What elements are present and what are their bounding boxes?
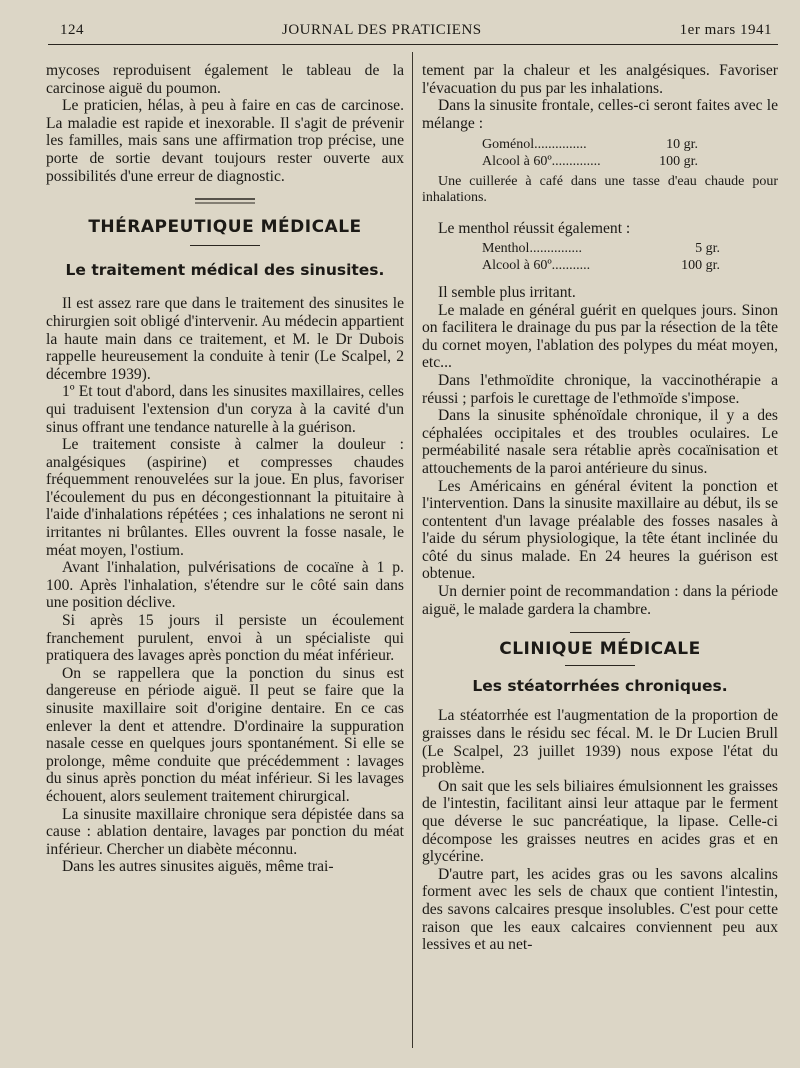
paragraph: Il est assez rare que dans le traitement des sinusites le chirurgien soit obligé d'intervenir. Au médecin appartient la haute main dans ce traitement, et M. le Dr Dubois rappelle heureusement la conduite à tenir (Le Scalpel, 2 décembre 1939).: [46, 295, 404, 383]
paragraph: D'autre part, les acides gras ou les savons alcalins forment avec les sels de chaux que contient l'intestin, des savons calcaires presque insolubles. C'est pour cette raison que les eaux calcaires conviennent peu aux lessives et au net-: [422, 865, 778, 954]
leader-dots: ...............: [529, 240, 582, 256]
paragraph: tement par la chaleur et les analgésiques. Favoriser l'évacuation du pus par les inhalations.: [422, 62, 778, 97]
recipe-line: [482, 257, 720, 274]
paragraph: Le traitement consiste à calmer la douleur : analgésiques (aspirine) et compresses chaudes fréquemment renouvelées sur la joue. En plus, favoriser l'écoulement du pus en décongestionnant la pituitaire à l'aide d'inhalations répétées ; ces inhalations ne seront ni irritantes ni brûlantes. Elles ouvrent la fosse nasale, le méat moyen, l'ostium.: [46, 436, 404, 559]
article-title: Le traitement médical des sinusites.: [65, 260, 385, 279]
page-number: 124: [60, 21, 84, 38]
paragraph: Dans la sinusite sphénoïdale chronique, il y a des céphalées occipitales et des troubles oculaires. Le perméabilité nasale sera rétablie après cocaïnisation et attouchements de la paroi antérieure du sinus.: [422, 407, 778, 477]
leader-dots: ...............: [534, 137, 587, 153]
leader-dots: ...........: [551, 257, 591, 273]
paragraph: Si après 15 jours il persiste un écoulement franchement purulent, envoi à un spécialiste qui pratiquera des lavages après ponction du méat inférieur.: [46, 612, 404, 665]
paragraph: Dans la sinusite frontale, celles-ci seront faites avec le mélange :: [422, 97, 778, 132]
paragraph: Avant l'inhalation, pulvérisations de cocaïne à 1 p. 100. Après l'inhalation, s'étendre sur le côté sain dans une position déclive.: [46, 559, 404, 612]
double-rule-ornament: [195, 197, 255, 205]
paragraph: La stéatorrhée est l'augmentation de la proportion de graisses dans le résidu sec fécal. M. le Dr Lucien Brull (Le Scalpel, 23 juillet 1939) nous expose l'état du problème.: [422, 707, 778, 778]
paragraph: Les Américains en général évitent la ponction et l'intervention. Dans la sinusite maxillaire au début, ils se contentent d'un lavage préalable des fosses nasales à l'aide du sérum physiologique, la tête étant inclinée du côté du sinus malade. En 24 heures la guérison est obtenue.: [422, 477, 778, 583]
leader-dots: ..............: [551, 154, 601, 170]
header-rule: [48, 44, 778, 45]
ingredient-quantity: 100 gr.: [659, 154, 698, 170]
paragraph: mycoses reproduisent également le tableau de la carcinose aiguë du poumon.: [46, 62, 404, 97]
paragraph: La sinusite maxillaire chronique sera dépistée dans sa cause : ablation dentaire, lavages par ponction du méat inférieur. Chercher un diabète méconnu.: [46, 805, 404, 858]
title-rule: [190, 245, 260, 246]
paragraph: Une cuillerée à café dans une tasse d'eau chaude pour inhalations.: [422, 174, 778, 206]
paragraph: Dans l'ethmoïdite chronique, la vaccinothérapie a réussi ; parfois le curettage de l'ethmoïde s'impose.: [422, 371, 778, 407]
paragraph: Un dernier point de recommandation : dans la période aiguë, le malade gardera la chambre.: [422, 583, 778, 618]
column-divider: [412, 52, 413, 1048]
paragraph: Le praticien, hélas, à peu à faire en cas de carcinose. La maladie est rapide et inexorable. Il s'agit de prévenir les familles, mais sans une affirmation trop précise, une porte de sortie devant toujours rester ouverte aux possibilités d'une erreur de diagnostic.: [46, 97, 404, 185]
recipe-line: [482, 153, 698, 170]
title-rule: [565, 665, 635, 666]
section-title: CLINIQUE MÉDICALE: [499, 639, 701, 660]
paragraph: Le malade en général guérit en quelques jours. Sinon on facilitera le drainage du pus par la résection de la tête du cornet moyen, l'ablation des polypes du méat moyen, etc...: [422, 301, 778, 372]
paragraph: Il semble plus irritant.: [438, 283, 576, 301]
ingredient-name: Menthol: [482, 240, 530, 256]
paragraph: On se rappellera que la ponction du sinus est dangereuse en période aiguë. Il peut se faire que la sinusite maxillaire soit d'origine dentaire. En ce cas enlever la dent et attendre. D'ordinaire la suppuration nasale cesse en quelques jours spontanément. Si elle se prolonge, même conduite que précédemment : lavages du sinus après ponction du méat inférieur. Si les lavages échouent, alors seulement traitement chirurgical.: [46, 664, 404, 805]
page-header: [60, 18, 772, 42]
recipe-menthol: [482, 240, 720, 274]
section-rule: [570, 632, 630, 633]
paragraph: On sait que les sels biliaires émulsionnent les graisses de l'intestin, facilitant ainsi leur attaque par le ferment que déverse le suc pancréatique, la lipase. Celle-ci décompose les graisses neutres en acides gras et en glycérine.: [422, 777, 778, 866]
ingredient-quantity: 100 gr.: [681, 257, 720, 273]
right-column: [422, 62, 778, 954]
ingredient-name: Alcool à 60º: [482, 154, 552, 170]
recipe-line: [482, 136, 698, 153]
recipe-frontal: [482, 136, 698, 170]
paragraph: 1º Et tout d'abord, dans les sinusites maxillaires, celles qui traduisent l'extension d'un coryza à la cavité d'un sinus offrant une tendance naturelle à la guérison.: [46, 383, 404, 436]
issue-date: 1er mars 1941: [679, 21, 772, 38]
paragraph: Le menthol réussit également :: [438, 220, 631, 238]
left-column: [46, 62, 404, 876]
ingredient-name: Alcool à 60º: [482, 257, 552, 273]
journal-title: JOURNAL DES PRATICIENS: [282, 21, 482, 38]
recipe-line: [482, 240, 720, 257]
ingredient-name: Goménol: [482, 137, 535, 153]
section-title: THÉRAPEUTIQUE MÉDICALE: [88, 217, 362, 238]
paragraph: Dans les autres sinusites aiguës, même trai-: [62, 858, 334, 876]
ingredient-quantity: 10 gr.: [666, 137, 698, 153]
article-title: Les stéatorrhées chroniques.: [472, 676, 728, 695]
ingredient-quantity: 5 gr.: [695, 240, 720, 256]
